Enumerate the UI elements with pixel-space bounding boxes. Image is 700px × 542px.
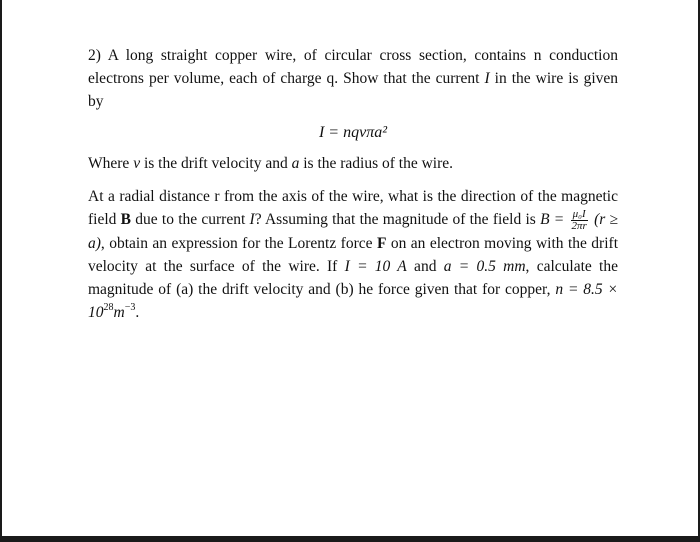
- magnetic-field-question: At a radial distance r from the axis of the wire, what is the direction of the magnetic field B due to the current I? Assuming that the magnitude of the field is B = $\frac{\text{μ₀I}}{2\pi r}$ (r ≥ a), obtain an expression for the Lorentz force F on an electron moving with the drift velocity at the surface of the wire. If I = 10 A and a = 0.5 mm, calculate the magnitude of (a) the drift velocity and (b) he force given that for copper, $n = 8.5 \times 10^{28}m^{-3}$.: [88, 188, 619, 321]
- problem-text: [88, 44, 618, 324]
- field-fraction: $\frac{\text{μ₀I}}{2\pi r}$: [571, 207, 587, 232]
- where-clause: Where v is the drift velocity and a is the radius of the wire.: [88, 155, 454, 172]
- current-equation: I = nqvπa²: [318, 124, 388, 141]
- problem-statement: 2) A long straight copper wire, of circular cross section, contains n conduction electrons per volume, each of charge q. Show that the current I in the wire is given by: [88, 47, 619, 110]
